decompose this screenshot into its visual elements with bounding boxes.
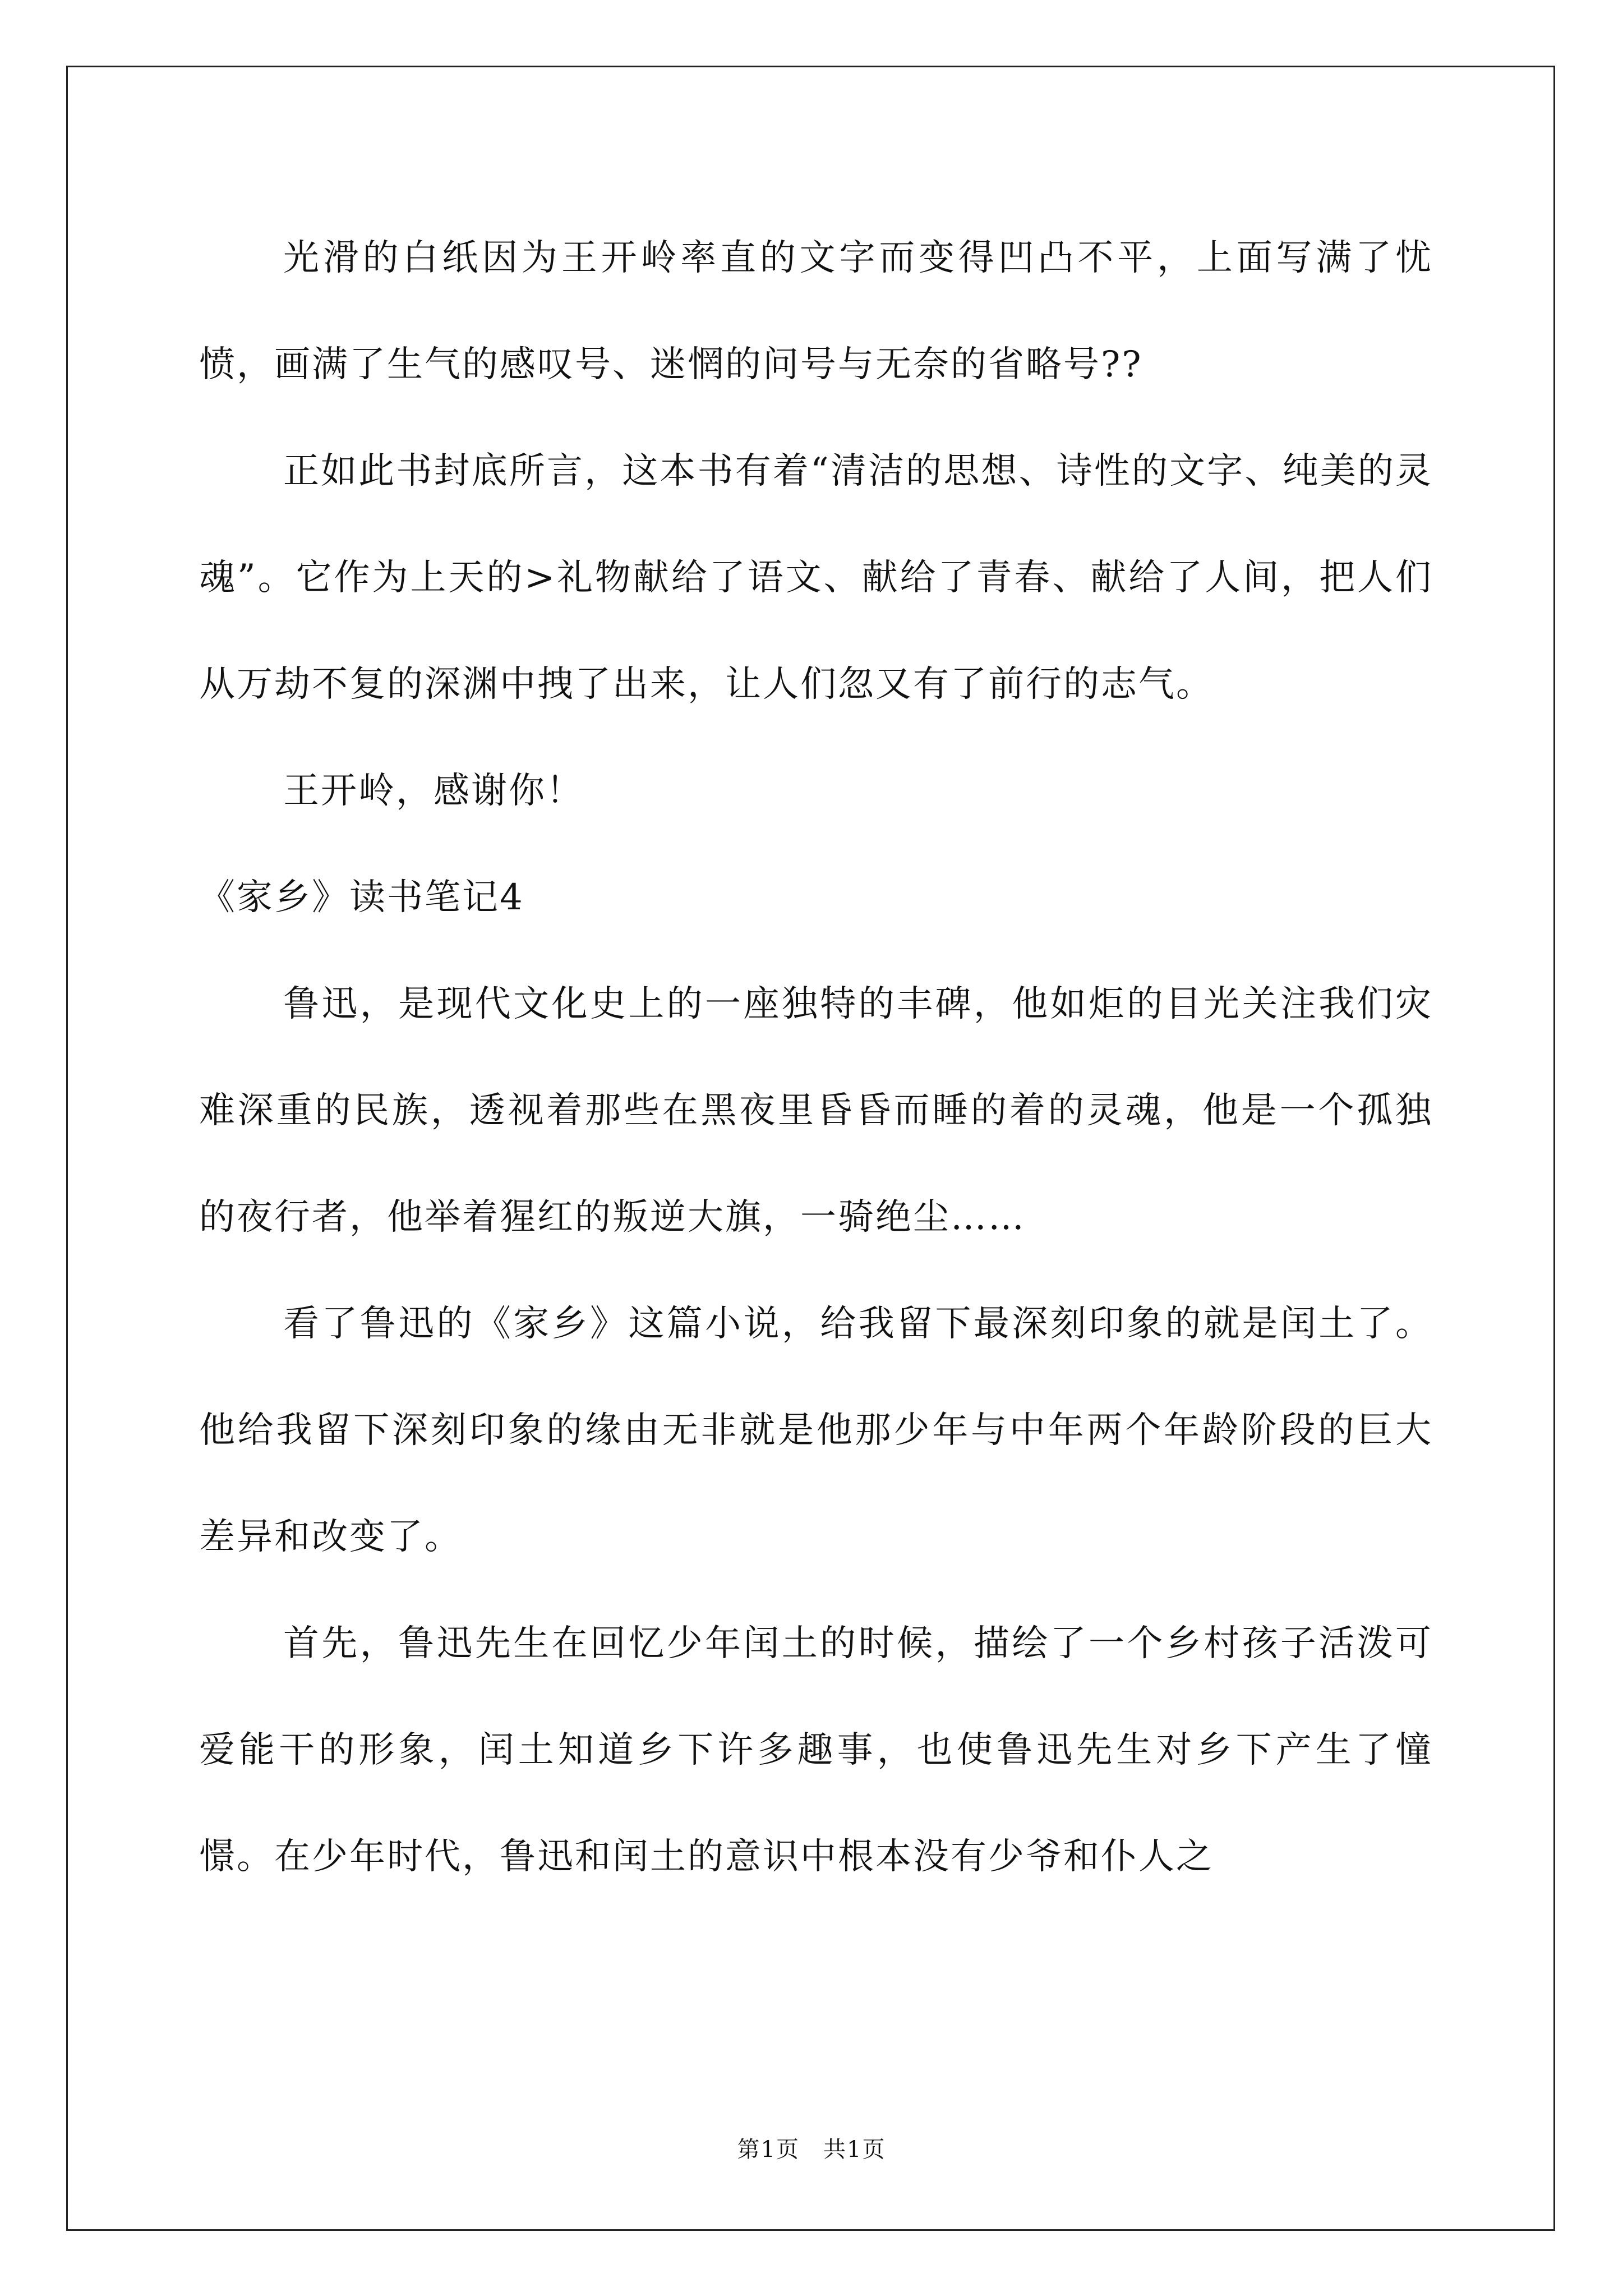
paragraph-2: 正如此书封底所言，这本书有着“清洁的思想、诗性的文字、纯美的灵魂”。它作为上天的>礼物献给了语文、献给了青春、献给了人间，把人们从万劫不复的深渊中拽了出来，让人们忽又有了前行的志气。 xyxy=(199,450,1433,705)
paragraph-3: 王开岭，感谢你！ xyxy=(283,770,584,812)
paragraph-1: 光滑的白纸因为王开岭率直的文字而变得凹凸不平，上面写满了忧愤，画满了生气的感叹号、迷惘的问号与无奈的省略号?? xyxy=(199,237,1433,385)
document-body xyxy=(199,205,1433,1910)
paragraph-4: 鲁迅，是现代文化史上的一座独特的丰碑，他如炬的目光关注我们灾难深重的民族，透视着那些在黑夜里昏昏而睡的着的灵魂，他是一个孤独的夜行者，他举着猩红的叛逆大旗，一骑绝尘…… xyxy=(199,983,1433,1238)
section-heading: 《家乡》读书笔记4 xyxy=(199,877,524,918)
paragraph-6: 首先，鲁迅先生在回忆少年闰土的时候，描绘了一个乡村孩子活泼可爱能干的形象，闰土知道乡下许多趣事，也使鲁迅先生对乡下产生了憧憬。在少年时代，鲁迅和闰土的意识中根本没有少爷和仆人之 xyxy=(199,1623,1433,1878)
page-footer: 第1页 共1页 xyxy=(737,2137,886,2162)
paragraph-5: 看了鲁迅的《家乡》这篇小说，给我留下最深刻印象的就是闰土了。他给我留下深刻印象的缘由无非就是他那少年与中年两个年龄阶段的巨大差异和改变了。 xyxy=(199,1303,1433,1558)
